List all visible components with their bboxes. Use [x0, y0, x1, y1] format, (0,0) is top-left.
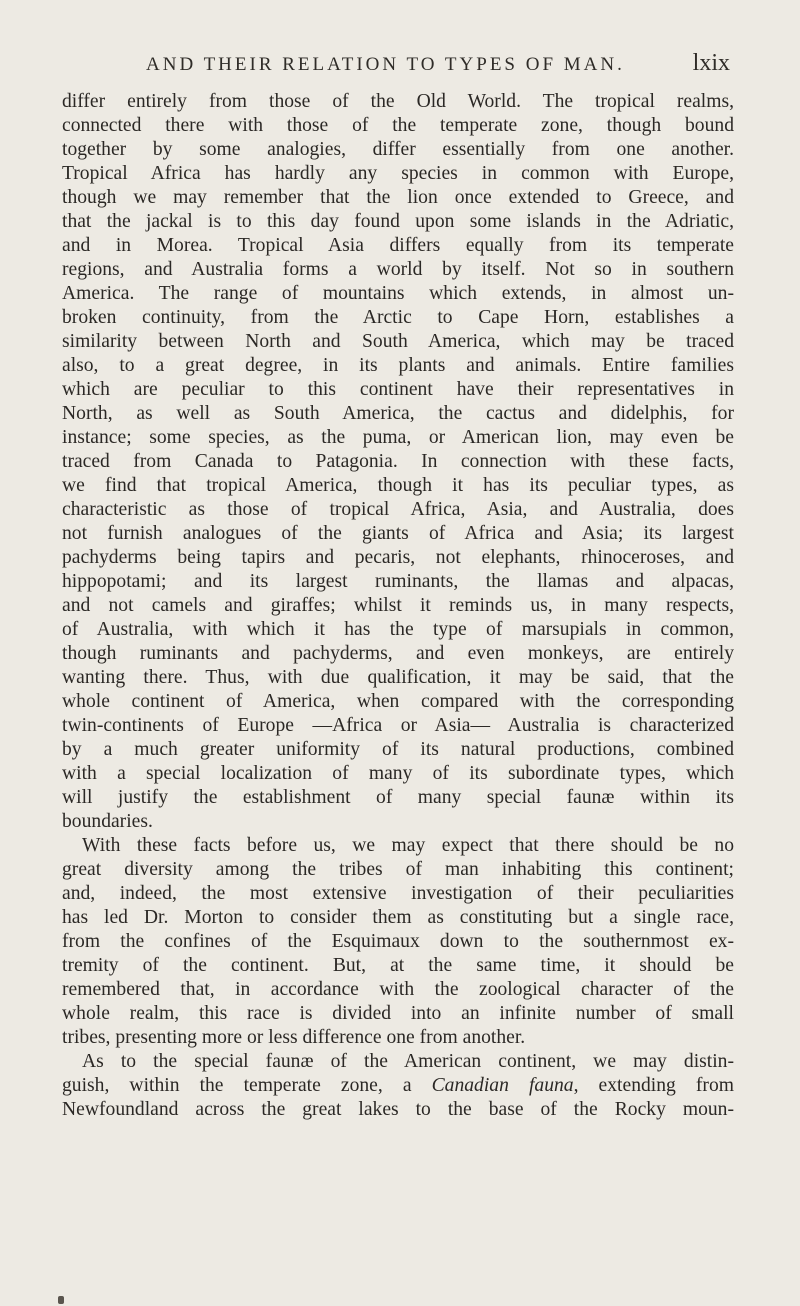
text-line: With these facts before us, we may expect that there should be no [82, 835, 734, 856]
text-line: though we may remember that the lion once extended to Greece, and [62, 187, 734, 208]
text-line: and not camels and giraffes; whilst it reminds us, in many respects, [62, 595, 734, 616]
text-line: Tropical Africa has hardly any species in common with Europe, [62, 163, 734, 184]
text-line: pachyderms being tapirs and pecaris, not elephants, rhinoceroses, and [62, 547, 734, 568]
text-line: also, to a great degree, in its plants and animals. Entire families [62, 355, 734, 376]
text-line: wanting there. Thus, with due qualification, it may be said, that the [62, 667, 734, 688]
text-line: together by some analogies, differ essentially from one another. [62, 139, 734, 160]
text-line: broken continuity, from the Arctic to Cape Horn, establishes a [62, 307, 734, 328]
text-line: of Australia, with which it has the type of marsupials in common, [62, 619, 734, 640]
text-line: North, as well as South America, the cactus and didelphis, for [62, 403, 734, 424]
text-line: hippopotami; and its largest ruminants, the llamas and alpacas, [62, 571, 734, 592]
text-line: great diversity among the tribes of man inhabiting this continent; [62, 859, 734, 880]
text-line: connected there with those of the temperate zone, though bound [62, 115, 734, 136]
text-line: similarity between North and South America, which may be traced [62, 331, 734, 352]
running-header: AND THEIR RELATION TO TYPES OF MAN. [146, 54, 625, 75]
text-line: and, indeed, the most extensive investigation of their peculiarities [62, 883, 734, 904]
text-line: tribes, presenting more or less difference one from another. [62, 1027, 526, 1048]
text-line: will justify the establishment of many special faunæ within its [62, 787, 734, 808]
text-line: has led Dr. Morton to consider them as constituting but a single race, [62, 907, 734, 928]
text-line: by a much greater uniformity of its natural productions, combined [62, 739, 734, 760]
text-line: regions, and Australia forms a world by itself. Not so in southern [62, 259, 734, 280]
text-line: guish, within the temperate zone, a Canadian fauna, extending from [62, 1075, 734, 1096]
text-line: remembered that, in accordance with the zoological character of the [62, 979, 734, 1000]
text-line: and in Morea. Tropical Asia differs equally from its temperate [62, 235, 734, 256]
text-line: instance; some species, as the puma, or American lion, may even be [62, 427, 734, 448]
text-line: from the confines of the Esquimaux down to the southernmost ex- [62, 931, 734, 952]
text-line: characteristic as those of tropical Africa, Asia, and Australia, does [62, 499, 734, 520]
text-line: tremity of the continent. But, at the same time, it should be [62, 955, 734, 976]
text-line: differ entirely from those of the Old World. The tropical realms, [62, 91, 734, 112]
text-line: whole continent of America, when compared with the corresponding [62, 691, 734, 712]
text-line: boundaries. [62, 811, 153, 832]
ink-speck [58, 1296, 64, 1304]
text-line: with a special localization of many of its subordinate types, which [62, 763, 734, 784]
text-line: As to the special faunæ of the American continent, we may distin- [82, 1051, 734, 1072]
body-text [62, 90, 734, 1122]
text-line: traced from Canada to Patagonia. In connection with these facts, [62, 451, 734, 472]
text-line: twin-continents of Europe —Africa or Asia— Australia is characterized [62, 715, 734, 736]
text-line: that the jackal is to this day found upon some islands in the Adriatic, [62, 211, 734, 232]
text-line: we find that tropical America, though it has its peculiar types, as [62, 475, 734, 496]
text-line: whole realm, this race is divided into an infinite number of small [62, 1003, 734, 1024]
text-line: Newfoundland across the great lakes to the base of the Rocky moun- [62, 1099, 734, 1120]
text-line: though ruminants and pachyderms, and even monkeys, are entirely [62, 643, 734, 664]
page-number: lxix [692, 50, 730, 76]
text-line: not furnish analogues of the giants of Africa and Asia; its largest [62, 523, 734, 544]
text-line: which are peculiar to this continent have their representatives in [62, 379, 734, 400]
text-line: America. The range of mountains which extends, in almost un- [62, 283, 734, 304]
